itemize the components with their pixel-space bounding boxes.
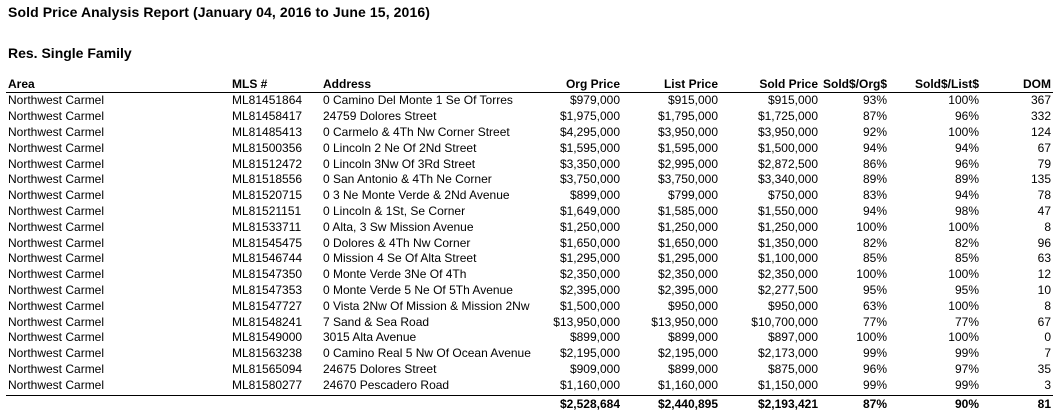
col-header-sold-list: Sold$/List$ <box>889 77 981 93</box>
cell-address: 0 Dolores & 4Th Nw Corner <box>323 235 471 250</box>
cell-dom: 67 <box>1037 314 1051 329</box>
cell-sold-price: $1,150,000 <box>757 377 818 392</box>
cell-org-price: $1,649,000 <box>559 203 620 218</box>
cell-sold-org: 100% <box>856 330 887 345</box>
cell-dom: 63 <box>1037 251 1051 266</box>
cell-dom: 0 <box>1044 330 1051 345</box>
cell-sold-org: 96% <box>862 361 887 376</box>
cell-area: Northwest Carmel <box>8 156 105 171</box>
cell-dom: 35 <box>1037 361 1051 376</box>
cell-sold-list: 96% <box>954 109 979 124</box>
cell-sold-list: 97% <box>954 361 979 376</box>
cell-list-price: $1,160,000 <box>657 377 718 392</box>
cell-mls: ML81512472 <box>232 156 303 171</box>
cell-org-price: $1,595,000 <box>559 140 620 155</box>
cell-dom: 8 <box>1044 219 1051 234</box>
cell-address: 7 Sand & Sea Road <box>323 314 430 329</box>
cell-list-price: $1,585,000 <box>657 203 718 218</box>
cell-area: Northwest Carmel <box>8 298 105 313</box>
cell-address: 0 Lincoln 3Nw Of 3Rd Street <box>323 156 476 171</box>
table-row <box>6 362 1053 378</box>
cell-dom: 10 <box>1037 282 1051 297</box>
cell-sold-price: $3,340,000 <box>757 172 818 187</box>
cell-list-price: $899,000 <box>667 361 718 376</box>
cell-sold-list: 85% <box>954 251 979 266</box>
cell-address: 0 3 Ne Monte Verde & 2Nd Avenue <box>323 188 510 203</box>
cell-org-price: $979,000 <box>569 93 620 108</box>
cell-mls: ML81533711 <box>232 219 302 234</box>
cell-dom: 367 <box>1030 93 1051 108</box>
cell-mls: ML81520715 <box>232 188 303 203</box>
cell-dom: 124 <box>1030 124 1051 139</box>
cell-dom: 12 <box>1037 267 1051 282</box>
cell-sold-price: $1,725,000 <box>757 109 818 124</box>
cell-sold-org: 94% <box>862 203 887 218</box>
cell-sold-price: $915,000 <box>767 93 818 108</box>
cell-sold-org: 77% <box>862 314 887 329</box>
cell-org-price: $1,160,000 <box>559 377 620 392</box>
table-row <box>6 267 1053 283</box>
cell-address: 0 Lincoln & 1St, Se Corner <box>323 203 466 218</box>
cell-address: 24759 Dolores Street <box>323 109 437 124</box>
cell-sold-list: 99% <box>954 346 979 361</box>
cell-dom: 3 <box>1044 377 1051 392</box>
cell-dom: 8 <box>1044 298 1051 313</box>
cell-mls: ML81545475 <box>232 235 303 250</box>
cell-sold-org: 92% <box>862 124 887 139</box>
cell-area: Northwest Carmel <box>8 188 105 203</box>
cell-org-price: $1,500,000 <box>559 298 620 313</box>
section-title: Res. Single Family <box>8 45 132 61</box>
table-row <box>6 235 1053 251</box>
cell-sold-list: 94% <box>954 140 979 155</box>
total-sold-org: 87% <box>820 396 889 413</box>
cell-list-price: $1,295,000 <box>657 251 718 266</box>
report-title: Sold Price Analysis Report (January 04, 2016 to June 15, 2016) <box>8 4 430 20</box>
total-sold-list: 90% <box>889 396 981 413</box>
cell-sold-org: 89% <box>862 172 887 187</box>
table-row <box>6 377 1053 393</box>
col-header-area: Area <box>6 77 230 93</box>
cell-sold-price: $1,500,000 <box>757 140 818 155</box>
table-body <box>6 93 1053 394</box>
cell-mls: ML81565094 <box>232 361 303 376</box>
table-row <box>6 172 1053 188</box>
totals-spacer <box>321 396 543 413</box>
cell-address: 0 Camino Del Monte 1 Se Of Torres <box>323 93 513 108</box>
total-sold-price: $2,193,421 <box>720 396 820 413</box>
cell-address: 0 Lincoln 2 Ne Of 2Nd Street <box>323 140 477 155</box>
cell-mls: ML81485413 <box>232 124 303 139</box>
cell-area: Northwest Carmel <box>8 140 105 155</box>
cell-sold-org: 63% <box>862 298 887 313</box>
table-row <box>6 219 1053 235</box>
cell-mls: ML81518556 <box>232 172 303 187</box>
cell-sold-list: 100% <box>948 298 979 313</box>
cell-sold-org: 99% <box>862 377 887 392</box>
table-header-row <box>6 77 1053 93</box>
cell-sold-org: 95% <box>862 282 887 297</box>
cell-area: Northwest Carmel <box>8 330 105 345</box>
cell-dom: 96 <box>1037 235 1051 250</box>
cell-area: Northwest Carmel <box>8 314 105 329</box>
cell-sold-price: $2,277,500 <box>757 282 818 297</box>
table-row <box>6 204 1053 220</box>
cell-org-price: $1,975,000 <box>559 109 620 124</box>
cell-sold-list: 99% <box>954 377 979 392</box>
col-header-list-price: List Price <box>622 77 720 93</box>
cell-list-price: $2,350,000 <box>657 267 718 282</box>
cell-sold-price: $750,000 <box>767 188 818 203</box>
cell-sold-list: 100% <box>948 267 979 282</box>
cell-mls: ML81451864 <box>232 93 303 108</box>
cell-mls: ML81548241 <box>232 314 303 329</box>
cell-list-price: $3,950,000 <box>657 124 718 139</box>
col-header-sold-org: Sold$/Org$ <box>820 77 889 93</box>
cell-sold-list: 89% <box>954 172 979 187</box>
cell-address: 0 Vista 2Nw Of Mission & Mission 2Nw <box>323 298 530 313</box>
cell-mls: ML81563238 <box>232 346 303 361</box>
cell-sold-price: $10,700,000 <box>751 314 818 329</box>
cell-sold-org: 100% <box>856 219 887 234</box>
cell-list-price: $3,750,000 <box>657 172 718 187</box>
cell-sold-list: 100% <box>948 124 979 139</box>
cell-list-price: $1,250,000 <box>657 219 718 234</box>
cell-sold-price: $1,550,000 <box>757 203 818 218</box>
table-row <box>6 330 1053 346</box>
cell-address: 24670 Pescadero Road <box>323 377 450 392</box>
cell-area: Northwest Carmel <box>8 377 105 392</box>
cell-area: Northwest Carmel <box>8 251 105 266</box>
cell-mls: ML81458417 <box>232 109 303 124</box>
cell-sold-org: 99% <box>862 346 887 361</box>
cell-list-price: $1,595,000 <box>657 140 718 155</box>
cell-org-price: $2,395,000 <box>559 282 620 297</box>
col-header-dom: DOM <box>981 77 1053 93</box>
cell-org-price: $3,350,000 <box>559 156 620 171</box>
cell-dom: 79 <box>1037 156 1051 171</box>
totals-spacer <box>230 396 321 413</box>
cell-sold-list: 96% <box>954 156 979 171</box>
table-row <box>6 346 1053 362</box>
sold-price-table <box>6 77 1053 412</box>
cell-address: 0 Carmelo & 4Th Nw Corner Street <box>323 124 510 139</box>
table-row <box>6 283 1053 299</box>
cell-list-price: $950,000 <box>667 298 718 313</box>
cell-mls: ML81549000 <box>232 330 303 345</box>
cell-sold-price: $1,250,000 <box>757 219 818 234</box>
table-row <box>6 140 1053 156</box>
cell-org-price: $909,000 <box>569 361 620 376</box>
cell-area: Northwest Carmel <box>8 346 105 361</box>
cell-mls: ML81547350 <box>232 267 303 282</box>
cell-sold-list: 98% <box>954 203 979 218</box>
cell-list-price: $799,000 <box>667 188 718 203</box>
cell-mls: ML81500356 <box>232 140 303 155</box>
cell-sold-price: $2,350,000 <box>757 267 818 282</box>
cell-list-price: $1,795,000 <box>657 109 718 124</box>
totals-spacer <box>6 396 230 413</box>
table-row <box>6 188 1053 204</box>
cell-sold-org: 93% <box>862 93 887 108</box>
table-row <box>6 109 1053 125</box>
cell-sold-list: 77% <box>954 314 979 329</box>
table-row <box>6 314 1053 330</box>
cell-address: 0 San Antonio & 4Th Ne Corner <box>323 172 492 187</box>
col-header-org-price: Org Price <box>543 77 622 93</box>
cell-list-price: $2,395,000 <box>657 282 718 297</box>
cell-sold-price: $3,950,000 <box>757 124 818 139</box>
col-header-sold-price: Sold Price <box>720 77 820 93</box>
cell-sold-list: 100% <box>948 93 979 108</box>
cell-sold-price: $1,350,000 <box>757 235 818 250</box>
cell-area: Northwest Carmel <box>8 203 105 218</box>
cell-area: Northwest Carmel <box>8 93 105 108</box>
cell-dom: 67 <box>1037 140 1051 155</box>
cell-sold-list: 100% <box>948 219 979 234</box>
cell-address: 0 Camino Real 5 Nw Of Ocean Avenue <box>323 346 531 361</box>
cell-area: Northwest Carmel <box>8 235 105 250</box>
cell-area: Northwest Carmel <box>8 172 105 187</box>
total-dom: 81 <box>981 396 1053 413</box>
cell-sold-org: 86% <box>862 156 887 171</box>
cell-mls: ML81580277 <box>232 377 303 392</box>
cell-dom: 78 <box>1037 188 1051 203</box>
cell-org-price: $1,650,000 <box>559 235 620 250</box>
cell-list-price: $13,950,000 <box>651 314 718 329</box>
cell-mls: ML81521151 <box>232 203 302 218</box>
cell-sold-price: $950,000 <box>767 298 818 313</box>
cell-sold-price: $897,000 <box>767 330 818 345</box>
cell-dom: 135 <box>1030 172 1051 187</box>
cell-mls: ML81547353 <box>232 282 303 297</box>
cell-address: 0 Monte Verde 3Ne Of 4Th <box>323 267 467 282</box>
cell-address: 0 Mission 4 Se Of Alta Street <box>323 251 477 266</box>
cell-area: Northwest Carmel <box>8 219 105 234</box>
cell-address: 0 Monte Verde 5 Ne Of 5Th Avenue <box>323 282 513 297</box>
cell-sold-price: $1,100,000 <box>757 251 818 266</box>
cell-sold-list: 94% <box>954 188 979 203</box>
cell-mls: ML81547727 <box>232 298 303 313</box>
table-row <box>6 125 1053 141</box>
cell-list-price: $1,650,000 <box>657 235 718 250</box>
cell-dom: 332 <box>1030 109 1051 124</box>
cell-org-price: $2,195,000 <box>559 346 620 361</box>
cell-area: Northwest Carmel <box>8 361 105 376</box>
cell-org-price: $899,000 <box>569 188 620 203</box>
cell-area: Northwest Carmel <box>8 109 105 124</box>
cell-sold-list: 82% <box>954 235 979 250</box>
table-row <box>6 251 1053 267</box>
cell-area: Northwest Carmel <box>8 124 105 139</box>
cell-address: 3015 Alta Avenue <box>323 330 417 345</box>
total-org-price: $2,528,684 <box>543 396 622 413</box>
cell-sold-price: $875,000 <box>767 361 818 376</box>
cell-org-price: $3,750,000 <box>559 172 620 187</box>
cell-address: 0 Alta, 3 Sw Mission Avenue <box>323 219 474 234</box>
cell-sold-price: $2,872,500 <box>757 156 818 171</box>
cell-sold-org: 85% <box>862 251 887 266</box>
cell-address: 24675 Dolores Street <box>323 361 437 376</box>
col-header-address: Address <box>321 77 543 93</box>
cell-dom: 7 <box>1044 346 1051 361</box>
cell-list-price: $899,000 <box>667 330 718 345</box>
table-row <box>6 298 1053 314</box>
cell-sold-org: 83% <box>862 188 887 203</box>
cell-list-price: $2,995,000 <box>657 156 718 171</box>
cell-list-price: $915,000 <box>667 93 718 108</box>
cell-dom: 47 <box>1037 203 1051 218</box>
cell-mls: ML81546744 <box>232 251 303 266</box>
cell-list-price: $2,195,000 <box>657 346 718 361</box>
col-header-mls: MLS # <box>230 77 321 93</box>
cell-org-price: $2,350,000 <box>559 267 620 282</box>
cell-org-price: $1,250,000 <box>559 219 620 234</box>
table-row <box>6 156 1053 172</box>
cell-org-price: $1,295,000 <box>559 251 620 266</box>
cell-org-price: $13,950,000 <box>553 314 620 329</box>
total-list-price: $2,440,895 <box>622 396 720 413</box>
cell-sold-list: 100% <box>948 330 979 345</box>
cell-area: Northwest Carmel <box>8 267 105 282</box>
totals-row <box>6 396 1053 413</box>
cell-org-price: $899,000 <box>569 330 620 345</box>
cell-sold-org: 94% <box>862 140 887 155</box>
cell-sold-org: 100% <box>856 267 887 282</box>
cell-sold-org: 87% <box>862 109 887 124</box>
table-row <box>6 93 1053 109</box>
cell-org-price: $4,295,000 <box>559 124 620 139</box>
cell-area: Northwest Carmel <box>8 282 105 297</box>
cell-sold-price: $2,173,000 <box>757 346 818 361</box>
cell-sold-list: 95% <box>954 282 979 297</box>
cell-sold-org: 82% <box>862 235 887 250</box>
